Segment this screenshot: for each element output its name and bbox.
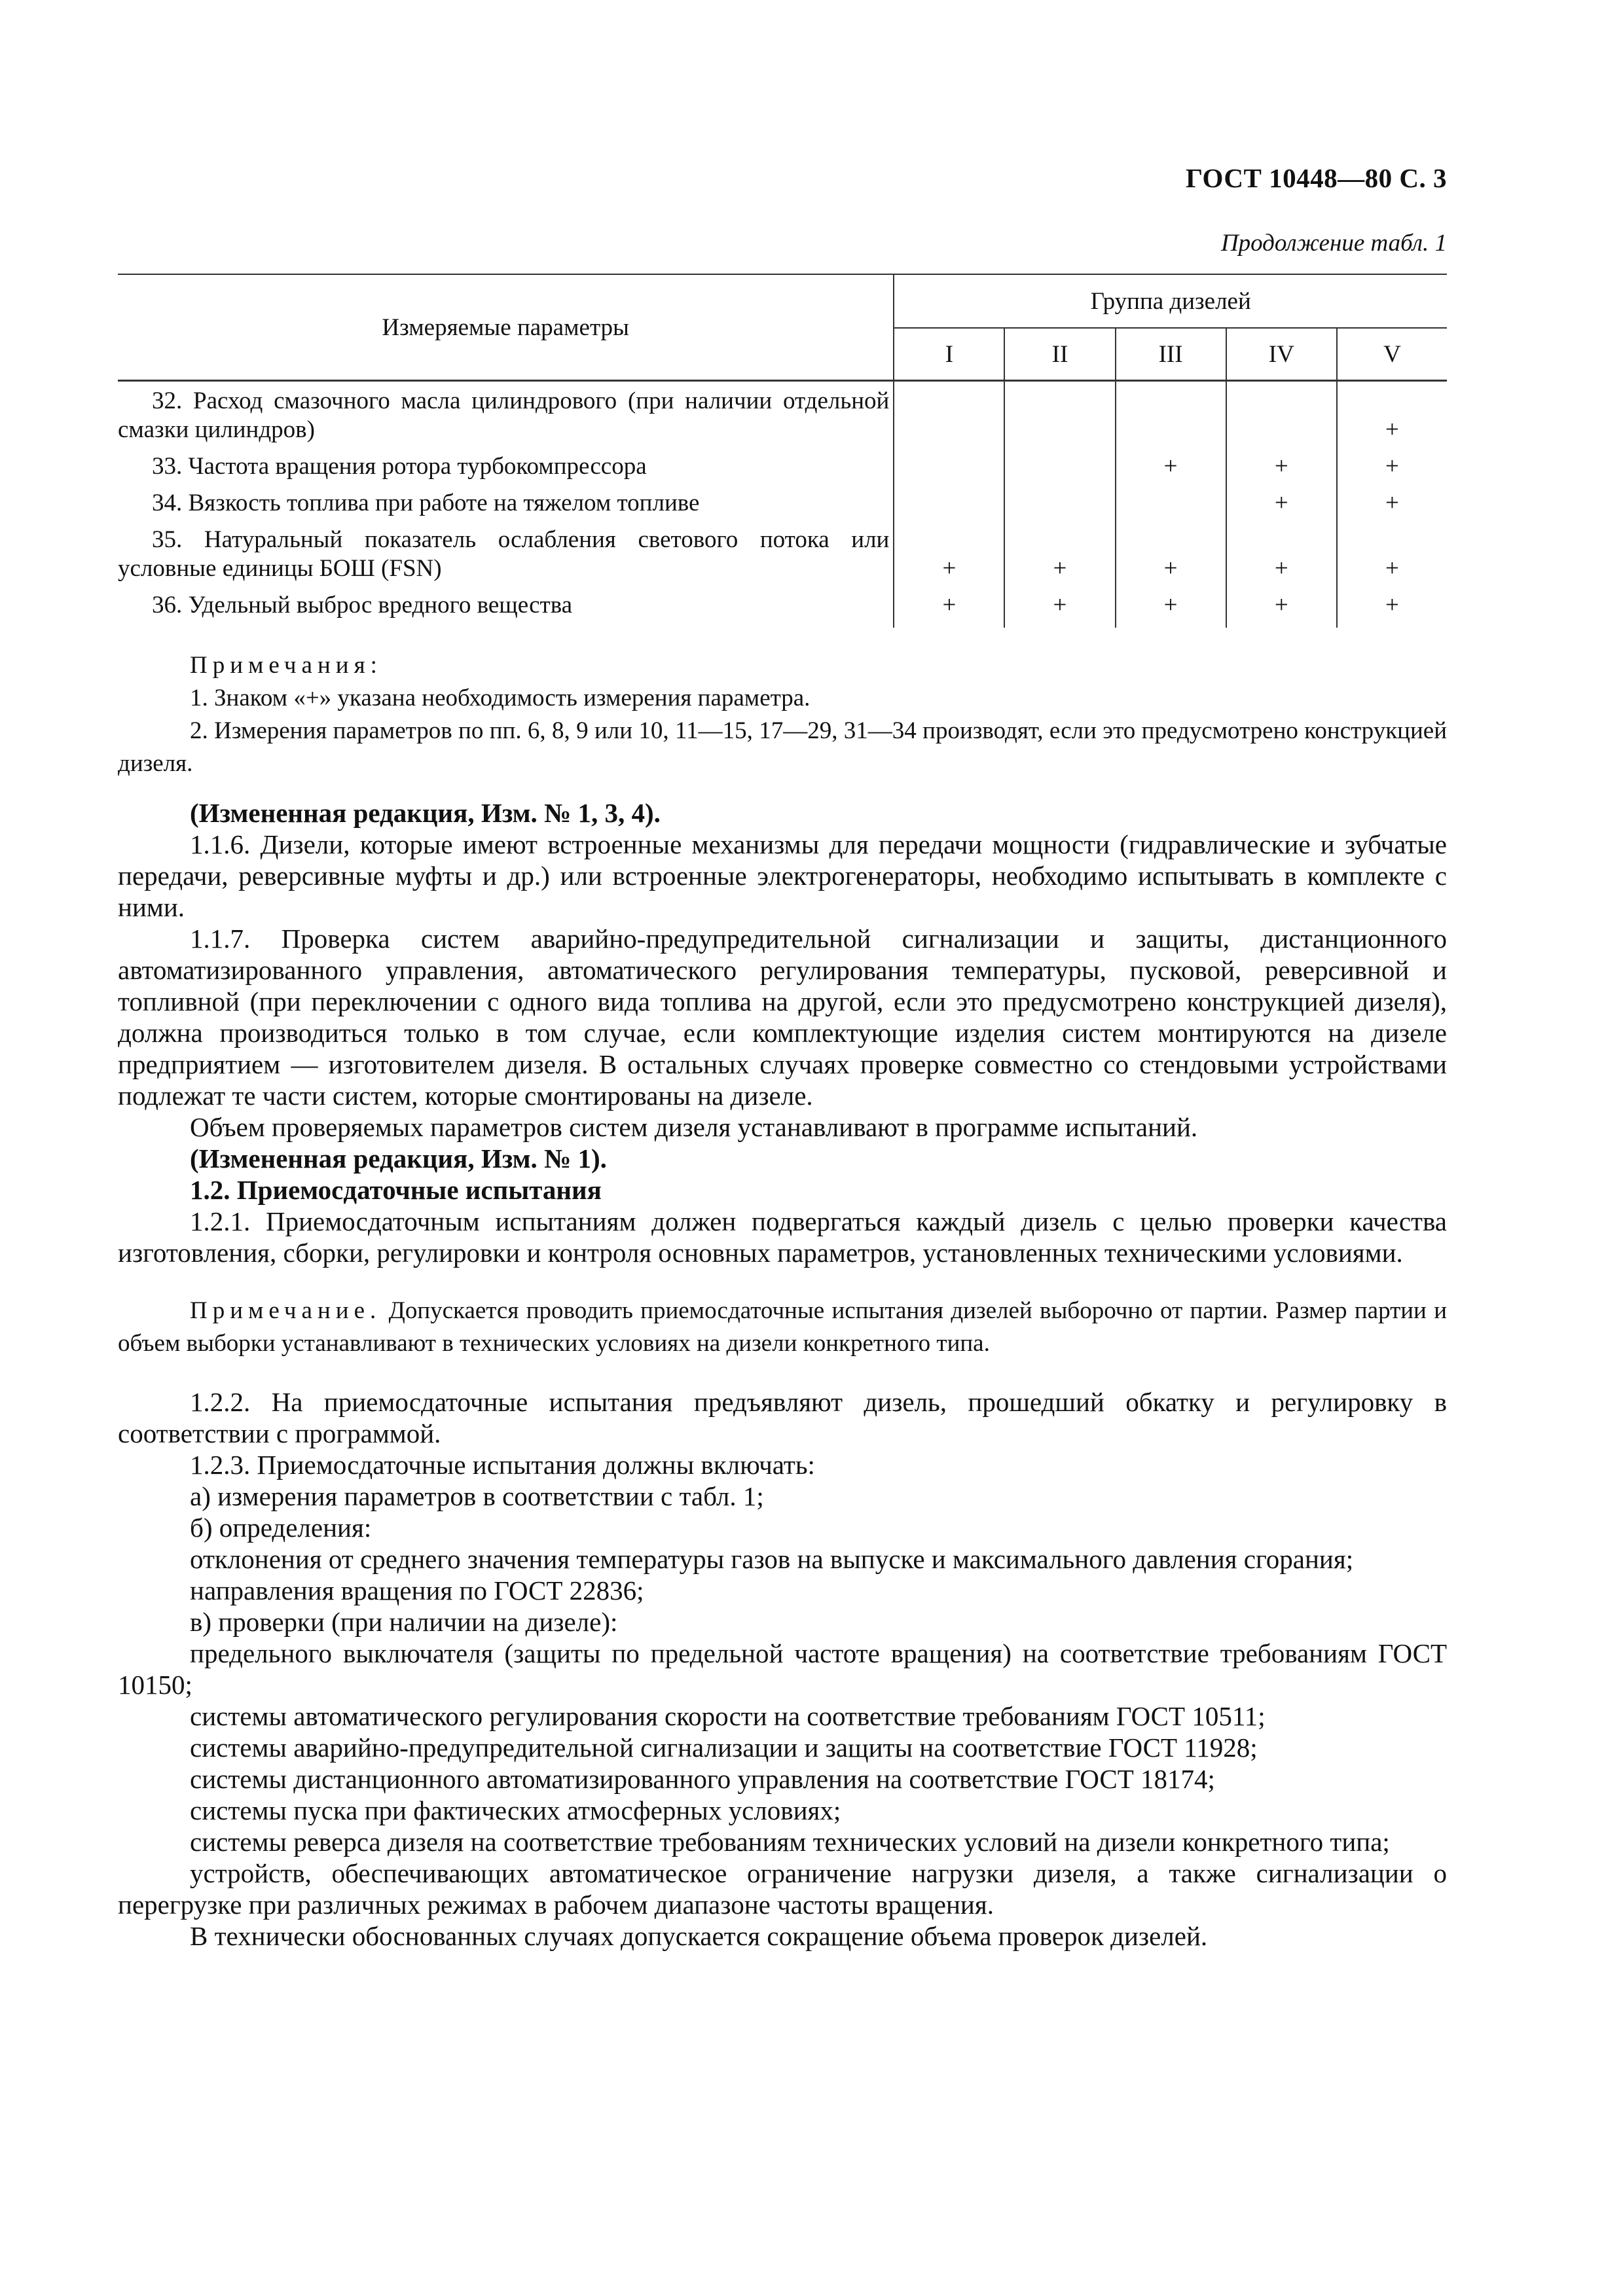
list-item: б) определения: [190,1513,372,1543]
group-mark [1004,452,1115,489]
amendment-note: (Измененная редакция, Изм. № 1, 3, 4). [190,798,661,828]
group-mark: + [1116,526,1226,591]
list-item: системы пуска при фактических атмосферных условиях; [190,1795,841,1825]
note-item: 1. Знаком «+» указана необходимость измерения параметра. [190,685,811,711]
group-mark: + [1116,591,1226,628]
table-row [118,452,1447,489]
group-mark [894,452,1004,489]
list-item: направления вращения по ГОСТ 22836; [190,1575,644,1605]
column-header-parameters: Измеряемые параметры [118,274,894,381]
group-mark: + [1337,591,1447,628]
table-row [118,526,1447,591]
list-item: устройств, обеспечивающих автоматическое ограничение нагрузки дизеля, а также сигнализации о перегрузке при различных режимах в рабочем диапазоне частоты вращения. [118,1858,1447,1920]
paragraph-1-2-3: 1.2.3. Приемосдаточные испытания должны включать: [190,1450,815,1480]
group-header-2: II [1004,328,1115,381]
parameter-name: 34. Вязкость топлива при работе на тяжелом топливе [152,490,700,516]
page-header: ГОСТ 10448—80 С. 3 [1185,163,1447,193]
document-body [118,797,1447,1952]
parameter-name: 32. Расход смазочного масла цилиндрового (при наличии отдельной смазки цилиндров) [118,387,890,443]
table-row [118,489,1447,526]
table-continuation-label: Продолжение табл. 1 [1220,230,1447,257]
group-mark: + [894,591,1004,628]
parameter-name: 36. Удельный выброс вредного вещества [152,592,573,619]
group-header-3: III [1116,328,1226,381]
table-row [118,591,1447,628]
list-item: системы автоматического регулирования скорости на соответствие требованиям ГОСТ 10511; [190,1701,1266,1731]
paragraph: В технически обоснованных случаях допускается сокращение объема проверок дизелей. [190,1921,1208,1951]
section-heading-1-2: 1.2. Приемосдаточные испытания [190,1175,602,1205]
group-mark: + [894,526,1004,591]
note-paragraph [118,1295,1447,1360]
table-row [118,381,1447,453]
paragraph-1-2-2: 1.2.2. На приемосдаточные испытания предъявляют дизель, прошедший обкатку и регулировку в соответствии с программой. [118,1387,1447,1448]
list-item: системы реверса дизеля на соответствие требованиям технических условий на дизели конкретного типа; [190,1827,1390,1857]
group-mark: + [1226,489,1337,526]
group-mark: + [1337,489,1447,526]
table-notes [118,649,1447,780]
group-header-5: V [1337,328,1447,381]
group-mark: + [1116,452,1226,489]
parameters-table [118,274,1447,628]
group-mark: + [1226,526,1337,591]
list-item: предельного выключателя (защиты по предельной частоте вращения) на соответствие требованиям ГОСТ 10150; [118,1638,1447,1700]
note-label: Примечание. [190,1297,382,1324]
parameter-name: 33. Частота вращения ротора турбокомпрессора [152,453,647,480]
group-mark: + [1226,452,1337,489]
group-mark [894,489,1004,526]
column-header-diesel-group: Группа дизелей [894,274,1447,328]
note-text: Допускается проводить приемосдаточные испытания дизелей выборочно от партии. Размер партии и объем выборки устанавливают в технических условиях на дизели конкретного типа. [118,1297,1447,1357]
group-mark: + [1337,381,1447,453]
paragraph-1-2-1: 1.2.1. Приемосдаточным испытаниям должен подвергаться каждый дизель с целью проверки качества изготовления, сборки, регулировки и контроля основных параметров, установленных техническими условиями. [118,1206,1447,1268]
group-mark [1116,489,1226,526]
parameter-name: 35. Натуральный показатель ослабления светового потока или условные единицы БОШ (FSN) [118,526,890,582]
list-item: системы дистанционного автоматизированного управления на соответствие ГОСТ 18174; [190,1764,1215,1794]
group-header-1: I [894,328,1004,381]
paragraph-1-1-6: 1.1.6. Дизели, которые имеют встроенные механизмы для передачи мощности (гидравлические и зубчатые передачи, реверсивные муфты и др.) или встроенные электрогенераторы, необходимо испытывать в комплекте с ними. [118,829,1447,922]
group-mark [1004,489,1115,526]
list-item: а) измерения параметров в соответствии с табл. 1; [190,1481,764,1511]
group-mark: + [1337,526,1447,591]
group-mark: + [1226,591,1337,628]
group-mark: + [1004,591,1115,628]
paragraph: Объем проверяемых параметров систем дизеля устанавливают в программе испытаний. [190,1112,1198,1142]
group-mark [894,381,1004,453]
group-mark: + [1004,526,1115,591]
notes-title: Примечания: [190,652,382,679]
list-item: в) проверки (при наличии на дизеле): [190,1607,618,1637]
note-item: 2. Измерения параметров по пп. 6, 8, 9 или 10, 11—15, 17—29, 31—34 производят, если это предусмотрено конструкцией дизеля. [118,717,1447,777]
group-mark [1004,381,1115,453]
paragraph-1-1-7: 1.1.7. Проверка систем аварийно-предупредительной сигнализации и защиты, дистанционного автоматизированного управления, автоматического регулирования температуры, пусковой, реверсивной и топливной (при переключении с одного вида топлива на другой, если это предусмотрено конструкцией дизеля), должна производиться только в том случае, если комплектующие изделия систем монтируются на дизеле предприятием — изготовителем дизеля. В остальных случаях проверке совместно со стендовыми устройствами подлежат те части систем, которые смонтированы на дизеле. [118,924,1447,1111]
group-header-4: IV [1226,328,1337,381]
list-item: системы аварийно-предупредительной сигнализации и защиты на соответствие ГОСТ 11928; [190,1732,1258,1763]
amendment-note: (Измененная редакция, Изм. № 1). [190,1143,607,1174]
list-item: отклонения от среднего значения температуры газов на выпуске и максимального давления сгорания; [190,1544,1354,1574]
group-mark: + [1337,452,1447,489]
group-mark [1116,381,1226,453]
group-mark [1226,381,1337,453]
